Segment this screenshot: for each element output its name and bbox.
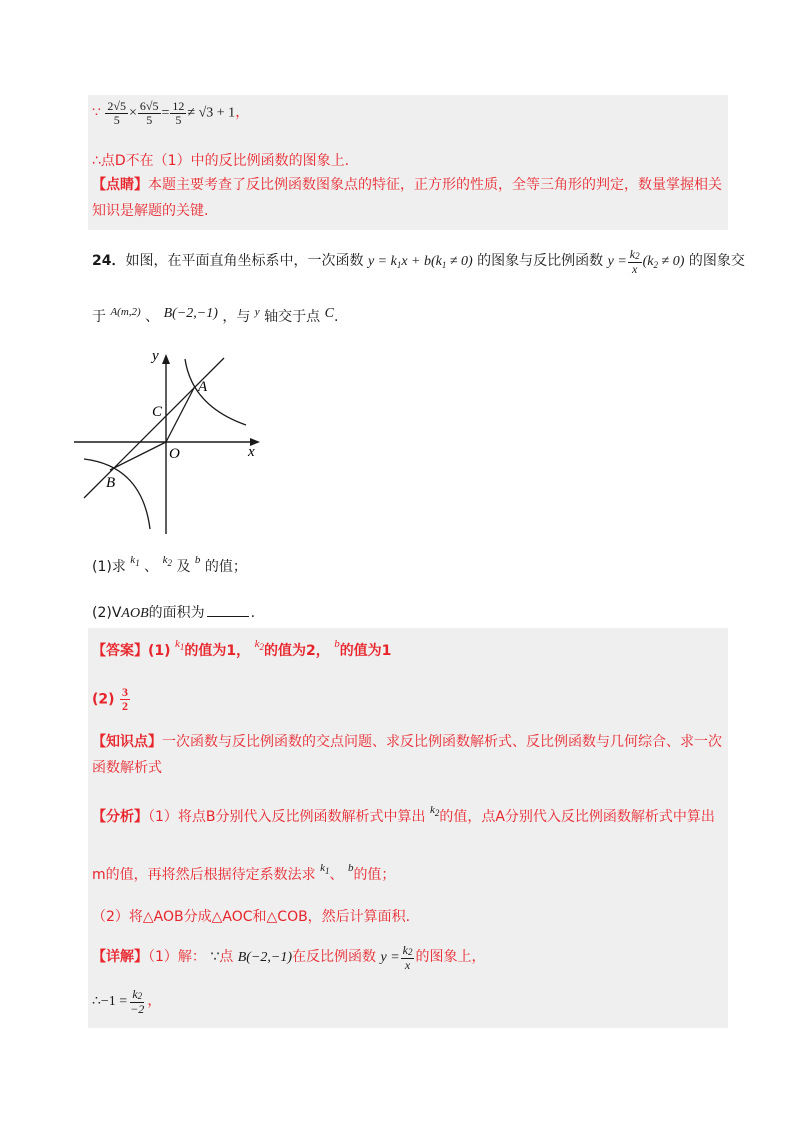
answer-line-1: 【答案】(1) $^{k_1}$的值为1， $^{k_2}$的值为2， $^b$的值为1 (92, 638, 392, 659)
y-axis-label: y (152, 348, 159, 364)
coordinate-graph (70, 348, 270, 538)
sub-question-2: (2)VAOB的面积为 . (92, 605, 256, 621)
hyperbola-branch-first-quadrant (185, 359, 246, 425)
analysis-line-1: 【分析】（1）将点B分别代入反比例函数解析式中算出 $^{k_2}$的值，点A分别代入反比例函数解析式中算出 (92, 804, 715, 825)
x-axis-label: x (248, 444, 255, 460)
point-C-label: C (152, 404, 163, 420)
knowledge-paragraph: 【知识点】一次函数与反比例函数的交点问题、求反比例函数解析式、反比例函数与几何综合、求一次函数解析式 (92, 734, 722, 776)
analysis-line-2: m的值，再将然后根据待定系数法求 $^{k_1}$、 $^b$的值； (92, 862, 396, 883)
answer-blank (207, 616, 249, 617)
analysis-line-3: （2）将△AOB分成△AOC和△COB，然后计算面积. (92, 909, 411, 925)
sub-question-1: (1)求 $^{k_1}$ 、 $^{k_2}$ 及 $^b$ 的值； (92, 554, 247, 575)
inverse-function-formula: y = $\frac{k2}{x}$ $(k_2 \ne 0)$ (607, 247, 685, 276)
point-B-label: B (106, 475, 116, 491)
inequality-line: ∵ $\frac{2√5}{5}$ × $\frac{6√5}{5}$ = $\frac{12}{5}$ ≠ √3 + 1， (92, 99, 250, 127)
detail-line-1: 【详解】（1）解： ∵点 B(−2,−1)在反比例函数 y = $\frac{k2}{x}$ 的图象上， (92, 943, 486, 972)
linear-function-formula: $y = k_1x + b(k_1 \ne 0)$ (367, 254, 473, 271)
detail-line-2: ∴−1 = $\frac{k2}{-2}$ ， (92, 987, 162, 1016)
segment-OB (110, 442, 166, 470)
answer-fraction: $\frac{3}{2}$ (122, 685, 128, 713)
question-24-intro: 24．如图，在平面直角坐标系中，一次函数 $y = k_1x + b(k_1 \ne 0)$ 的图象与反比例函数 y = $\frac{k2}{x}$ $(k_2 \ne 0)$ 的图象交 (92, 247, 745, 276)
origin-label: O (169, 446, 180, 462)
hyperbola-branch-third-quadrant (84, 459, 150, 529)
question-24-points: 于 $^{A(m,2)}$ 、 B(−2,−1) ，与 $^y$ 轴交于点 C. (92, 306, 339, 325)
segment-OA (166, 386, 195, 442)
answer-line-2: (2) $\frac{3}{2}$ (92, 685, 128, 713)
y-axis-arrow-icon (162, 354, 170, 364)
conclusion-line: ∴点D不在（1）中的反比例函数的图象上. (92, 153, 350, 169)
point-A-label: A (198, 379, 208, 395)
comment-paragraph: 【点睛】本题主要考查了反比例函数图象点的特征，正方形的性质，全等三角形的判定，数量掌握相关知识是解题的关键. (92, 177, 722, 219)
